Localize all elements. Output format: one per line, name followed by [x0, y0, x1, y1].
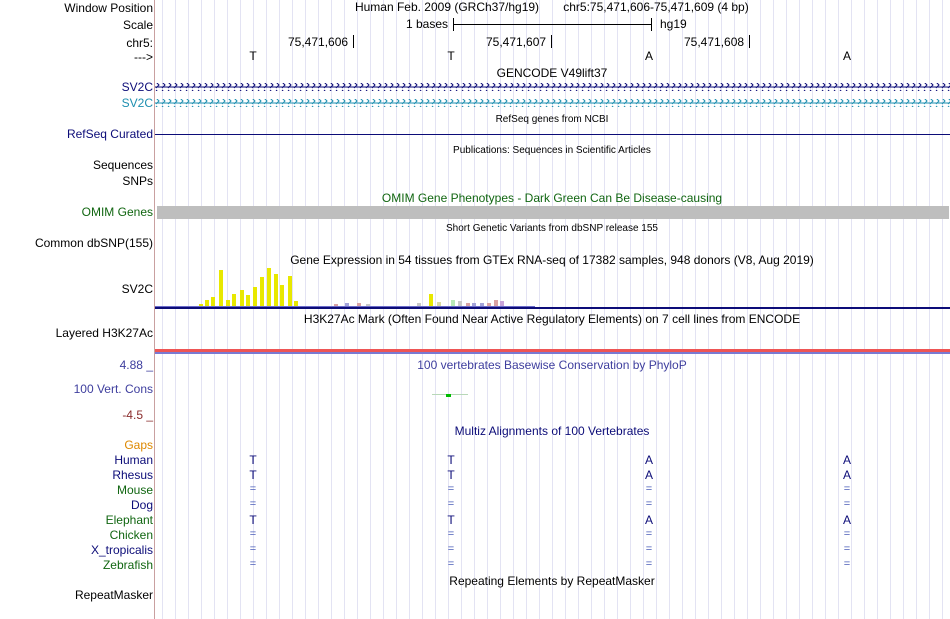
multiz-track-title: Multiz Alignments of 100 Vertebrates	[454, 424, 650, 438]
gencode-gene-lines[interactable]	[155, 81, 950, 111]
track-label-repeatmasker[interactable]: RepeatMasker	[74, 588, 153, 602]
scale-bar-left-tick	[453, 18, 454, 31]
alignment-match: =	[645, 483, 653, 495]
species-label-zebrafish[interactable]: Zebrafish	[102, 558, 153, 572]
coord-tick-1	[353, 35, 354, 48]
track-label-omim[interactable]: OMIM Genes	[81, 205, 153, 219]
alignment-base: T	[249, 513, 257, 527]
alignment-base: T	[447, 453, 455, 467]
alignment-match: =	[843, 498, 851, 510]
alignment-match: =	[645, 558, 653, 570]
publications-track-title: Publications: Sequences in Scientific Articles	[453, 145, 651, 156]
alignment-match: =	[249, 558, 257, 570]
alignment-match: =	[249, 528, 257, 540]
gtex-tissue-bar[interactable]	[267, 268, 271, 306]
alignment-match: =	[843, 543, 851, 555]
alignment-base: A	[644, 453, 654, 467]
strand-label: --->	[134, 50, 153, 64]
coord-label-1: 75,471,606	[288, 35, 349, 49]
alignment-base: T	[447, 513, 455, 527]
alignment-base: T	[447, 468, 455, 482]
species-label-mouse[interactable]: Mouse	[116, 483, 153, 497]
alignment-match: =	[645, 498, 653, 510]
gtex-tissue-bar[interactable]	[274, 274, 278, 306]
scale-bar-right-tick	[651, 18, 652, 31]
alignment-match: =	[249, 543, 257, 555]
alignment-base: A	[644, 513, 654, 527]
gtex-track-title: Gene Expression in 54 tissues from GTEx RNA-seq of 17382 samples, 948 donors (V8, Aug 2019)	[290, 253, 814, 267]
alignment-base: A	[842, 468, 852, 482]
alignment-base: A	[644, 468, 654, 482]
gtex-tissue-bar[interactable]	[280, 285, 284, 306]
track-label-dbsnp[interactable]: Common dbSNP(155)	[34, 236, 153, 250]
gtex-tissue-bar[interactable]	[260, 277, 264, 306]
alignment-match: =	[249, 498, 257, 510]
dbsnp-track-title: Short Genetic Variants from dbSNP release 155	[446, 223, 658, 234]
alignment-match: =	[843, 528, 851, 540]
gtex-tissue-bar[interactable]	[240, 290, 244, 306]
gtex-tissue-bar[interactable]	[219, 270, 223, 306]
alignment-base: T	[249, 453, 257, 467]
assembly-title: Human Feb. 2009 (GRCh37/hg19)	[354, 0, 540, 14]
track-label-snps[interactable]: SNPs	[122, 174, 153, 188]
repeatmasker-track-title: Repeating Elements by RepeatMasker	[449, 574, 655, 588]
track-label-phylop[interactable]: 100 Vert. Cons	[73, 382, 153, 396]
alignment-match: =	[447, 543, 455, 555]
phylop-max-label: 4.88 _	[119, 358, 153, 372]
position-readout: chr5:75,471,606-75,471,609 (4 bp)	[563, 0, 749, 14]
alignment-match: =	[447, 483, 455, 495]
coord-label-3: 75,471,608	[684, 35, 745, 49]
species-label-dog[interactable]: Dog	[130, 498, 153, 512]
alignment-match: =	[645, 528, 653, 540]
alignment-match: =	[843, 558, 851, 570]
alignment-match: =	[447, 558, 455, 570]
h3k27ac-track-title: H3K27Ac Mark (Often Found Near Active Regulatory Elements) on 7 cell lines from ENCODE	[303, 312, 801, 326]
track-label-sequences[interactable]: Sequences	[92, 158, 153, 172]
ruler-base-4: A	[842, 49, 852, 63]
scale-label: Scale	[122, 18, 153, 32]
gtex-tissue-bar[interactable]	[232, 294, 236, 306]
gtex-track-border	[155, 307, 950, 309]
scale-db: hg19	[660, 17, 687, 31]
track-label-h3k27ac[interactable]: Layered H3K27Ac	[55, 326, 153, 340]
ruler-base-3: A	[644, 49, 654, 63]
alignment-base: A	[842, 513, 852, 527]
phylop-min-label: -4.5 _	[122, 408, 153, 422]
scale-text: 1 bases	[405, 17, 449, 31]
phylop-score-mark[interactable]	[446, 394, 451, 397]
track-label-sv2c-gencode-alt[interactable]: SV2C	[121, 96, 153, 110]
scale-bar	[453, 24, 651, 25]
species-label-chicken[interactable]: Chicken	[109, 528, 153, 542]
refseq-gene-line[interactable]	[155, 134, 950, 135]
gtex-tissue-bar[interactable]	[429, 294, 433, 306]
chrom-label: chr5:	[126, 36, 153, 50]
species-label-rhesus[interactable]: Rhesus	[112, 468, 153, 482]
track-label-sv2c-gencode[interactable]: SV2C	[121, 80, 153, 94]
omim-track-title: OMIM Gene Phenotypes - Dark Green Can Be Disease-causing	[381, 191, 723, 205]
omim-feature-bar[interactable]	[157, 206, 949, 219]
alignment-match: =	[645, 543, 653, 555]
track-label-gtex[interactable]: SV2C	[121, 282, 153, 296]
alignment-match: =	[249, 483, 257, 495]
gtex-tissue-bar[interactable]	[211, 297, 215, 306]
gtex-tissue-bar[interactable]	[246, 295, 250, 306]
gtex-tissue-bar[interactable]	[253, 287, 257, 306]
alignment-match: =	[843, 483, 851, 495]
gtex-tissue-bar[interactable]	[288, 276, 292, 306]
alignment-match: =	[447, 498, 455, 510]
species-label-human[interactable]: Human	[114, 453, 153, 467]
track-label-gaps[interactable]: Gaps	[124, 438, 153, 452]
species-label-x-tropicalis[interactable]: X_tropicalis	[90, 543, 153, 557]
h3k27ac-signal-blue	[155, 352, 950, 354]
gencode-track-title: GENCODE V49lift37	[496, 66, 608, 80]
ruler-base-2: T	[447, 49, 455, 63]
coord-tick-3	[749, 35, 750, 48]
window-position-label: Window Position	[64, 1, 153, 15]
alignment-match: =	[447, 528, 455, 540]
alignment-base: A	[842, 453, 852, 467]
alignment-base: T	[249, 468, 257, 482]
refseq-track-title: RefSeq genes from NCBI	[495, 114, 609, 125]
coord-label-2: 75,471,607	[486, 35, 547, 49]
track-label-refseq[interactable]: RefSeq Curated	[66, 127, 153, 141]
species-label-elephant[interactable]: Elephant	[105, 513, 153, 527]
coord-tick-2	[551, 35, 552, 48]
ruler-base-1: T	[249, 49, 257, 63]
phylop-track-title: 100 vertebrates Basewise Conservation by PhyloP	[417, 358, 687, 372]
